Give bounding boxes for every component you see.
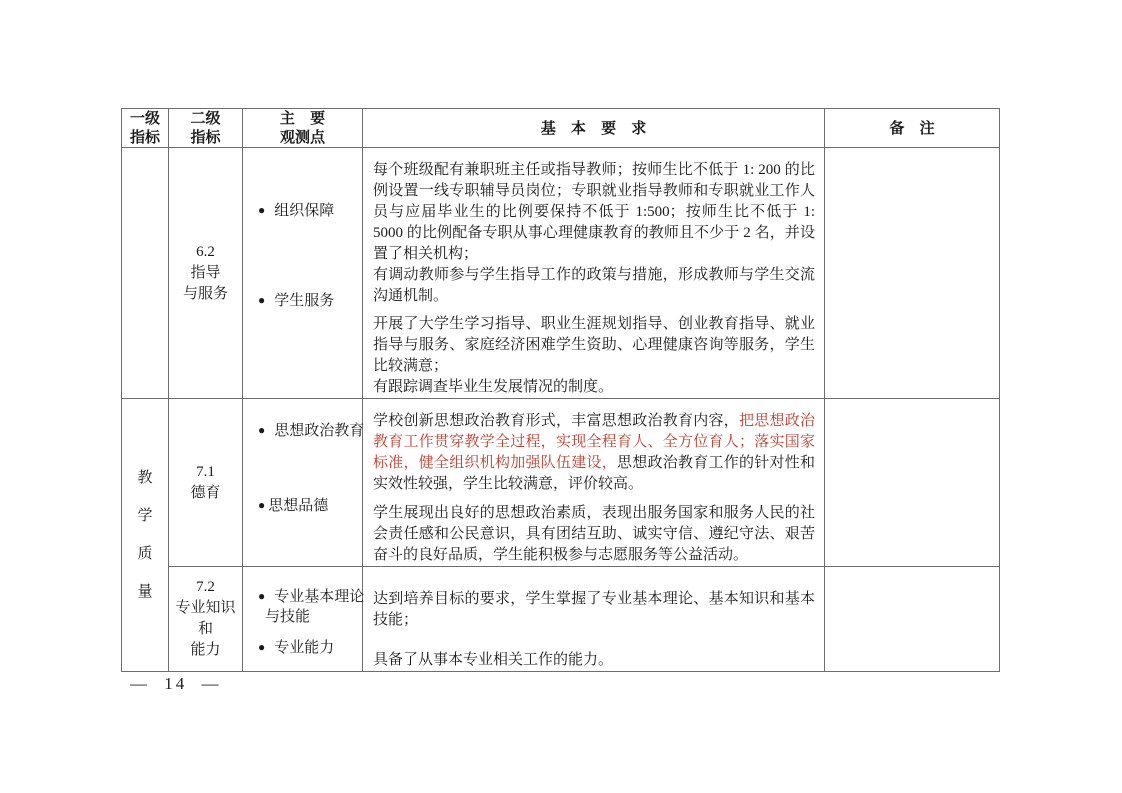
- observation-point: [258, 496, 328, 516]
- observation-point: [258, 201, 334, 221]
- header-text: 观测点: [279, 129, 325, 146]
- bullet-icon: ●: [258, 640, 266, 654]
- bullet-icon: ●: [258, 589, 266, 603]
- indicator-name: 与服务: [182, 285, 228, 302]
- requirement-text: 思想政治教育工作的针对性和实效性较强，学生比较满意，评价较高。: [373, 455, 815, 492]
- note-cell: [825, 567, 1000, 672]
- header-text: 基 本 要 求: [540, 119, 647, 137]
- indicator-number: 7.1: [196, 463, 215, 480]
- indicator-name: 指导: [190, 264, 221, 281]
- requirement-text: 学校创新思想政治教育形式，丰富思想政治教育内容，: [373, 413, 739, 429]
- observation-point: [258, 421, 364, 441]
- level2-cell-7-1: [169, 399, 243, 567]
- requirement-text-red: 把思想政治教育工作贯穿教学全过程，实现全程育人、全方位育人；落实国家标准，健全组织机构加强队伍建设，: [373, 413, 815, 471]
- observation-label-line2: 与技能: [265, 609, 311, 625]
- requirement-paragraph: 开展了大学生学习指导、职业生涯规划指导、创业教育指导、就业指导与服务、家庭经济困难学生资助、心理健康咨询等服务，学生比较满意；: [373, 316, 815, 374]
- bullet-icon: ●: [258, 423, 266, 437]
- observation-label: 学生服务: [274, 293, 335, 309]
- observation-cell-6-2: [243, 148, 363, 399]
- observation-label: 思想品德: [268, 498, 329, 514]
- level2-cell-6-2: [169, 148, 243, 399]
- note-cell: [825, 399, 1000, 567]
- header-basic-requirements: [363, 109, 825, 148]
- table-row-7-2: [122, 567, 1000, 672]
- bullet-icon: ●: [258, 203, 266, 217]
- observation-label: 组织保障: [274, 203, 335, 219]
- requirement-paragraph: 每个班级配有兼职班主任或指导教师；按师生比不低于 1: 200 的比例设置一线专职辅导员岗位；专职就业指导教师和专职就业工作人员与应届毕业生的比例要保持不低于 1:500；按师生比不低于 1: 5000 的比例配备专职从事心理健康教育的教师且不少于 2 名，并设置了相关机构；: [373, 162, 815, 262]
- header-level2-indicator: [169, 109, 243, 148]
- requirement-paragraph: 学生展现出良好的思想政治素质，表现出服务国家和服务人民的社会责任感和公民意识，具有团结互助、诚实守信、遵纪守法、艰苦奋斗的良好品质，学生能积极参与志愿服务等公益活动。: [373, 505, 815, 563]
- indicator-number: 6.2: [196, 243, 215, 260]
- bullet-icon: ●: [258, 293, 266, 307]
- requirement-paragraph: 有跟踪调查毕业生发展情况的制度。: [373, 379, 614, 395]
- note-cell: [825, 148, 1000, 399]
- indicator-name: 德育: [190, 484, 221, 501]
- observation-cell-7-2: [243, 567, 363, 672]
- requirement-paragraph: 有调动教师参与学生指导工作的政策与措施，形成教师与学生交流沟通机制。: [373, 267, 815, 304]
- observation-label: 专业能力: [274, 640, 335, 656]
- header-observation-points: [243, 109, 363, 148]
- requirements-cell-6-2: [363, 148, 825, 399]
- level1-cell-teaching-quality: [122, 399, 169, 672]
- indicator-name: 和: [197, 621, 213, 637]
- observation-point: [258, 587, 364, 627]
- table-row-7-1: [122, 399, 1000, 567]
- level1-cell-empty: [122, 148, 169, 399]
- header-text: 指标: [190, 129, 221, 146]
- indicator-name: 能力: [190, 642, 221, 658]
- header-text: 指标: [129, 129, 160, 146]
- requirements-cell-7-1: [363, 399, 825, 567]
- header-note: [825, 109, 1000, 148]
- observation-point: [258, 291, 334, 311]
- requirements-cell-7-2: [363, 567, 825, 672]
- header-text: 二级: [190, 110, 221, 127]
- indicator-name: 专业知识: [175, 600, 236, 616]
- observation-point: [258, 638, 334, 658]
- page-number: — 14 —: [130, 674, 222, 693]
- requirement-paragraph: [373, 411, 815, 495]
- observation-label: 思想政治教育: [274, 423, 365, 439]
- indicator-number: 7.2: [196, 579, 215, 595]
- bullet-icon: ●: [258, 498, 266, 512]
- header-level1-indicator: [122, 109, 169, 148]
- requirement-paragraph: 具备了从事本专业相关工作的能力。: [373, 652, 614, 668]
- header-text: 一级: [129, 110, 160, 127]
- table-row-6-2: [122, 148, 1000, 399]
- level2-cell-7-2: [169, 567, 243, 672]
- header-text: 主 要: [279, 110, 326, 127]
- evaluation-table: [121, 108, 1000, 672]
- observation-cell-7-1: [243, 399, 363, 567]
- level1-vertical-label: 教学质量: [137, 470, 153, 600]
- header-text: 备 注: [889, 119, 935, 137]
- observation-label: 专业基本理论: [274, 589, 365, 605]
- table-header-row: [122, 109, 1000, 148]
- requirement-paragraph: 达到培养目标的要求，学生掌握了专业基本理论、基本知识和基本技能；: [373, 591, 815, 628]
